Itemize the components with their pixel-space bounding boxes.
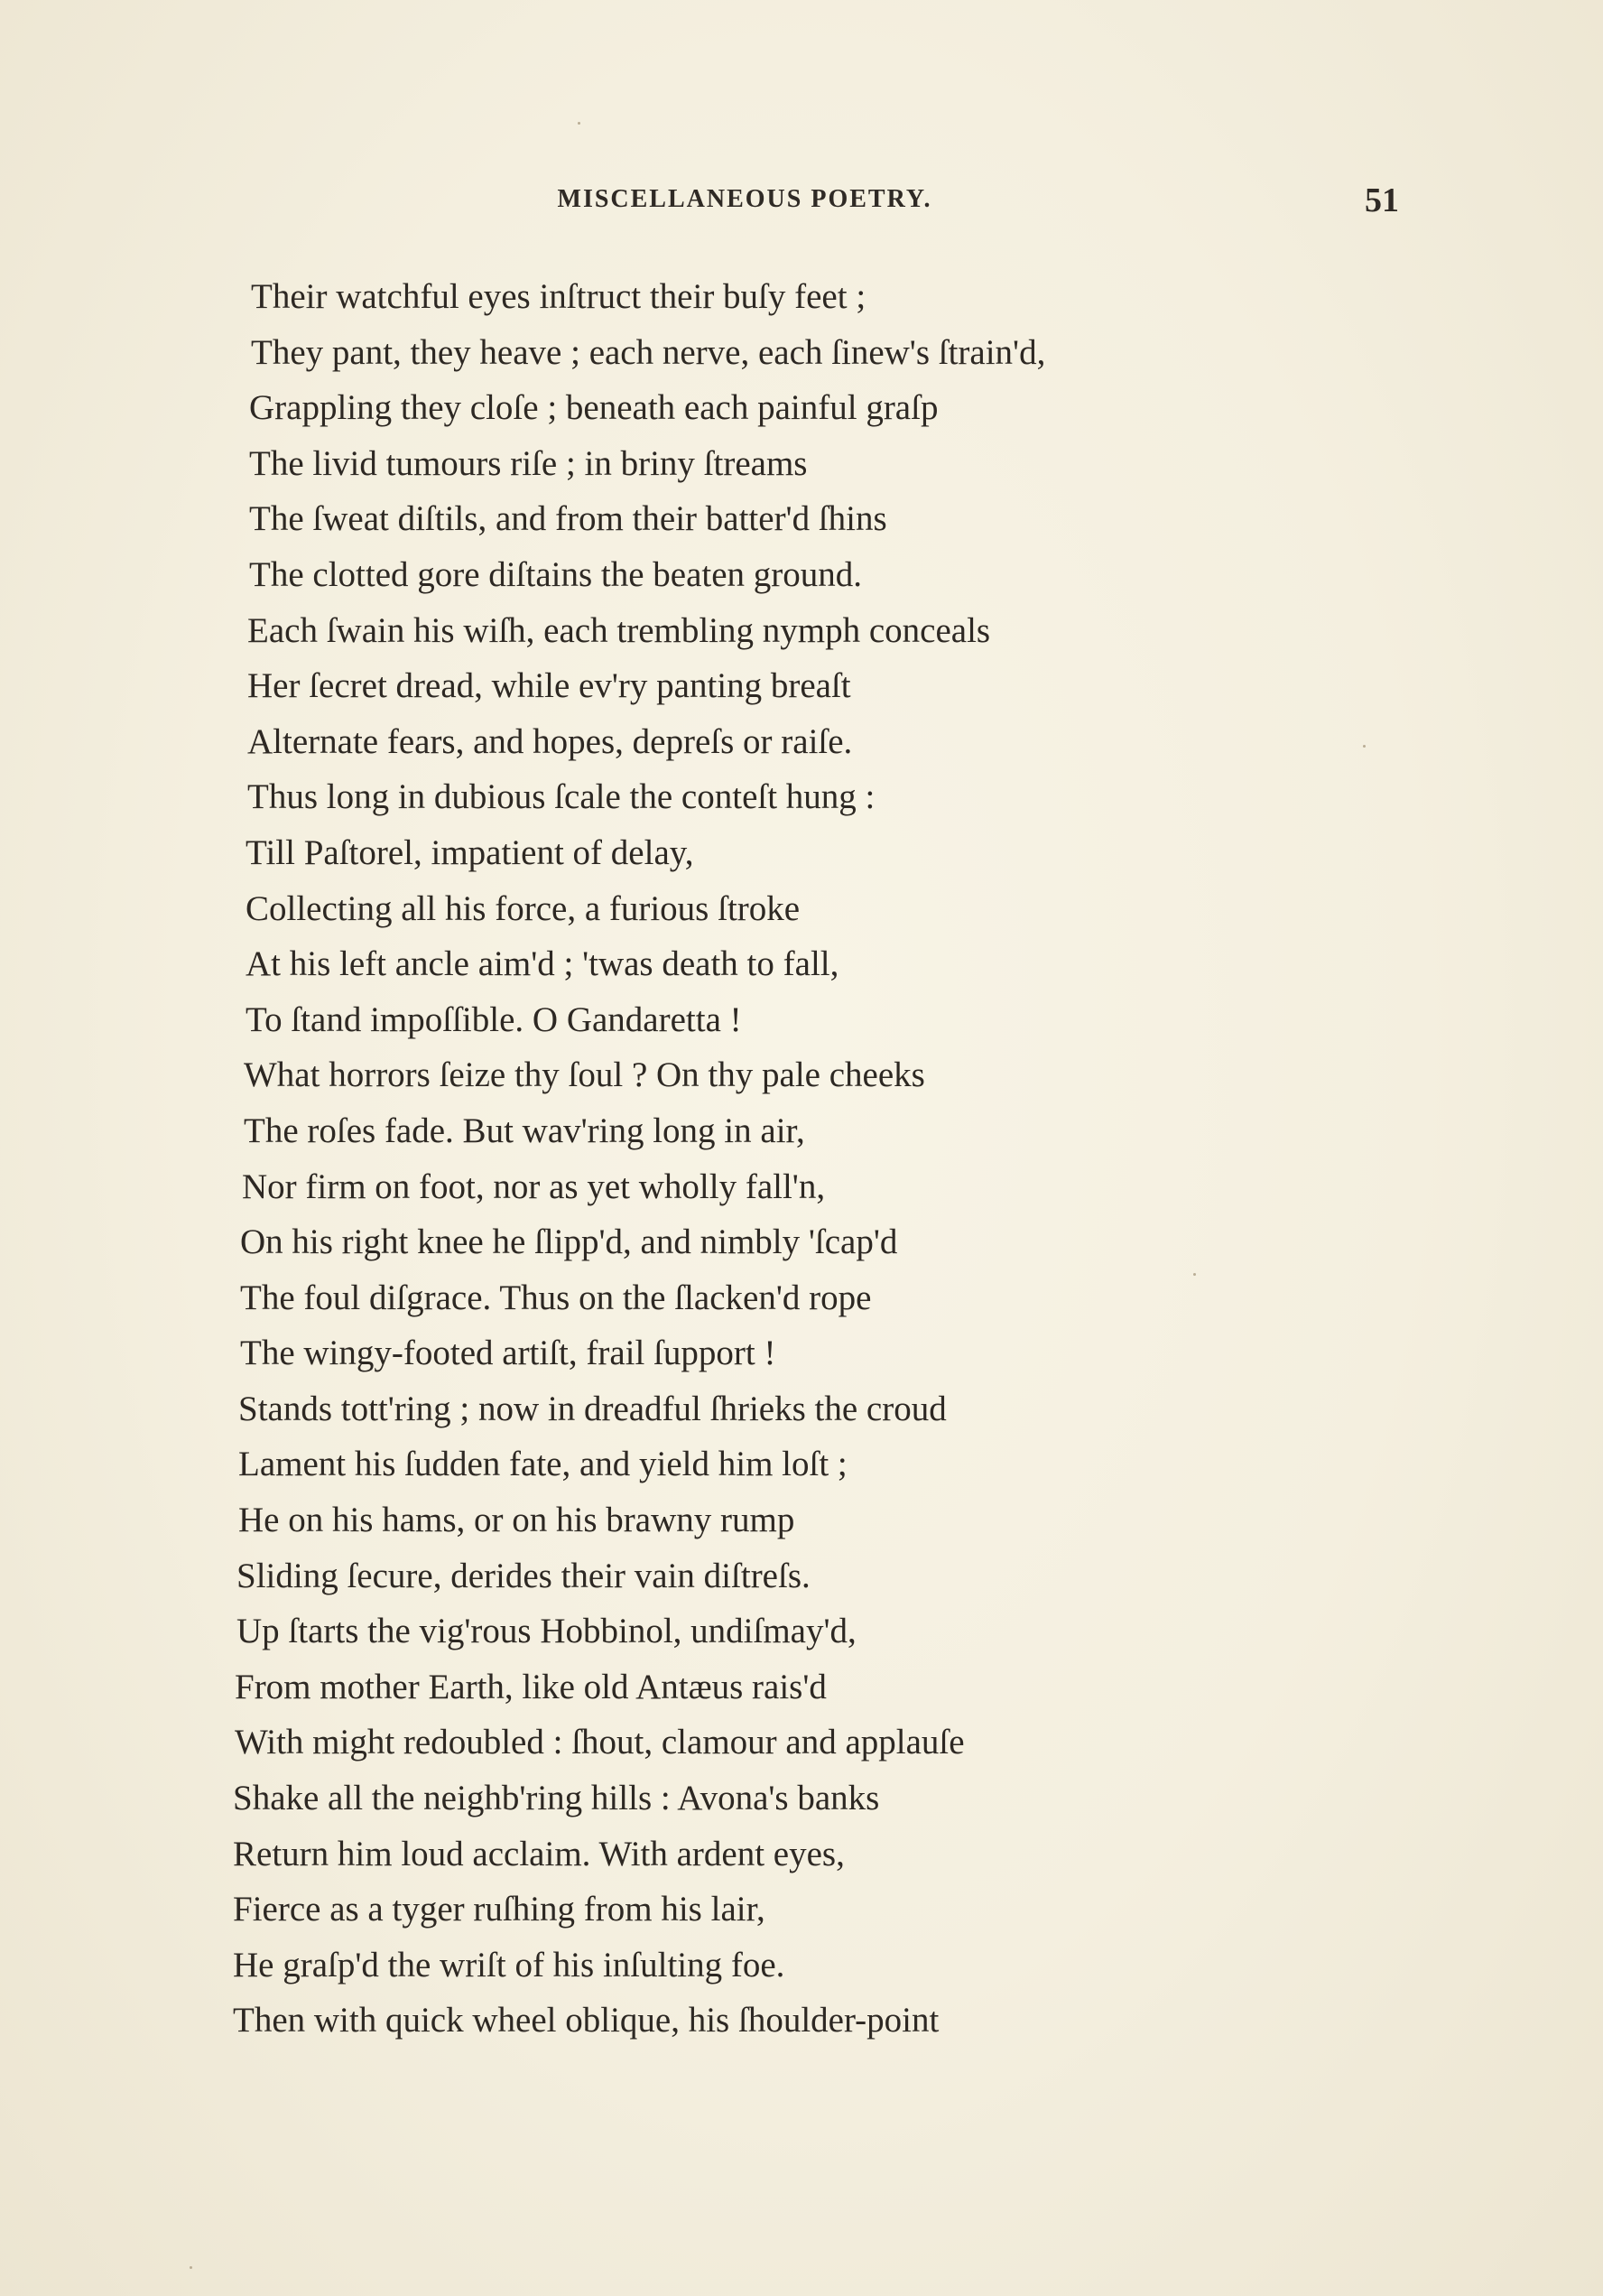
poem-text	[233, 269, 1406, 2049]
poem-line: Each ſwain his wiſh, each trembling nymph conceals	[247, 610, 991, 650]
poem-line: What horrors ſeize thy ſoul ? On thy pale cheeks	[244, 1055, 925, 1095]
poem-line: Fierce as a tyger ruſhing from his lair,	[233, 1890, 765, 1929]
poem-line: Collecting all his force, a furious ſtroke	[246, 888, 801, 928]
poem-line: He on his hams, or on his brawny rump	[238, 1501, 795, 1540]
poem-line: Their watchful eyes inſtruct their buſy feet ;	[251, 277, 866, 316]
poem-line: Sliding ſecure, derides their vain diſtreſs.	[236, 1556, 811, 1595]
poem-line: They pant, they heave ; each nerve, each ſinew's ſtrain'd,	[251, 332, 1046, 372]
poem-line: Then with quick wheel oblique, his ſhoulder-point	[233, 2001, 940, 2040]
poem-line: Her ſecret dread, while ev'ry panting breaſt	[247, 666, 851, 706]
poem-line: On his right knee he ſlipp'd, and nimbly 'ſcap'd	[240, 1222, 898, 1262]
poem-line: From mother Earth, like old Antæus rais'd	[235, 1667, 827, 1706]
poem-line: Grappling they cloſe ; beneath each painful graſp	[249, 388, 939, 428]
poem-line: At his left ancle aim'd ; 'twas death to fall,	[246, 944, 839, 984]
poem-line: The ſweat diſtils, and from their batter'd ſhins	[249, 499, 887, 539]
poem-line: Lament his ſudden fate, and yield him loſt ;	[238, 1445, 848, 1484]
poem-line: Return him loud acclaim. With ardent eyes,	[233, 1834, 845, 1873]
poem-line: Up ſtarts the vig'rous Hobbinol, undiſmay'd,	[236, 1612, 857, 1651]
poem-line: Thus long in dubious ſcale the conteſt hung :	[247, 777, 876, 817]
poem-line: The clotted gore diſtains the beaten ground.	[249, 554, 863, 594]
poem-line: Till Paſtorel, impatient of delay,	[246, 832, 694, 872]
poem-line: He graſp'd the wriſt of his inſulting foe.	[233, 1945, 785, 1985]
paper-speck	[1363, 745, 1366, 748]
poem-line: Alternate fears, and hopes, depreſs or raiſe.	[247, 721, 853, 761]
poem-line: To ſtand impoſſible. O Gandaretta !	[246, 999, 742, 1039]
poem-line: With might redoubled : ſhout, clamour and applauſe	[235, 1723, 965, 1762]
paper-speck	[190, 2266, 192, 2269]
poem-line: Shake all the neighb'ring hills : Avona's banks	[233, 1779, 880, 1818]
poem-line: The livid tumours riſe ; in briny ſtreams	[249, 443, 808, 483]
poem-line: The wingy-footed artiſt, frail ſupport !	[240, 1334, 776, 1373]
poem-line: Stands tott'ring ; now in dreadful ſhrieks the croud	[238, 1389, 947, 1428]
running-title: MISCELLANEOUS POETRY.	[557, 185, 932, 213]
paper-speck	[1193, 1273, 1196, 1276]
poem-line: Nor firm on foot, nor as yet wholly fall'n,	[242, 1167, 826, 1206]
poem-line: The roſes fade. But wav'ring long in air,	[244, 1111, 805, 1150]
paper-speck	[578, 122, 580, 125]
page-number: 51	[1365, 181, 1399, 219]
poem-line: The foul diſgrace. Thus on the ſlacken'd rope	[240, 1278, 872, 1317]
